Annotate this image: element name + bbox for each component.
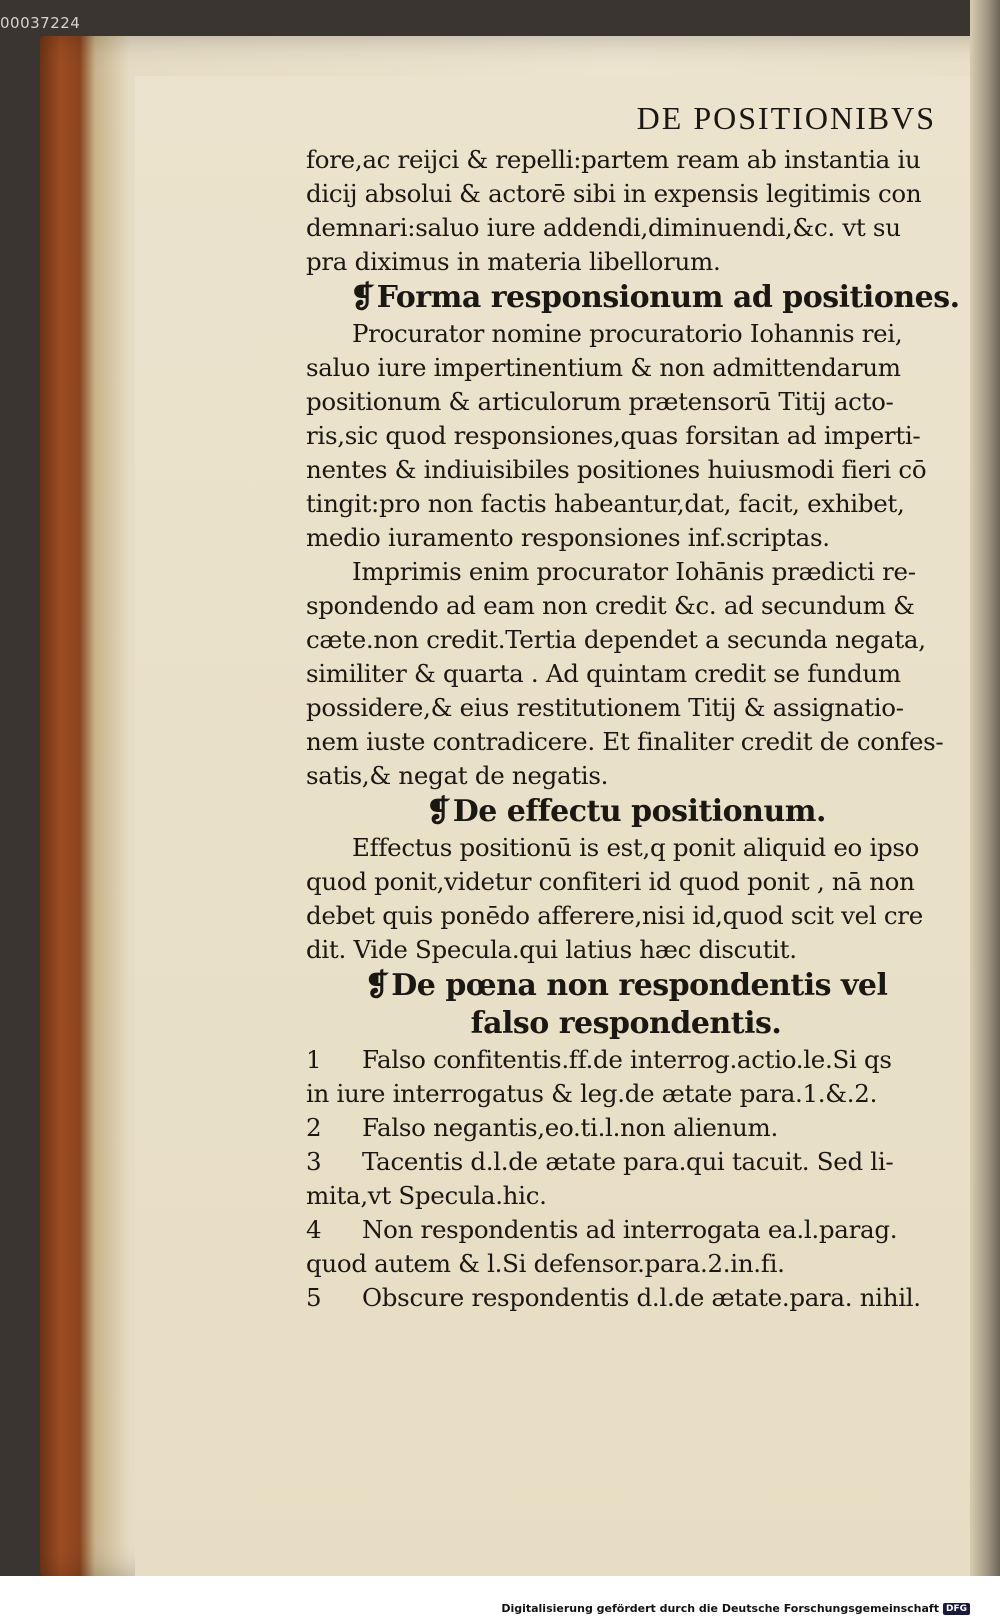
- text-line: possidere,& eius restitutionem Titij & assignatio-: [306, 693, 904, 722]
- list-number: 4: [306, 1215, 322, 1244]
- list-continuation: mita,vt Specula.hic.: [306, 1181, 547, 1210]
- footer-band: [0, 1576, 1000, 1622]
- page-edge: [970, 0, 1000, 1622]
- text-line: nem iuste contradicere. Et finaliter credit de confes-: [306, 727, 944, 756]
- text-line: saluo iure impertinentium & non admittendarum: [306, 353, 901, 382]
- list-text: Falso confitentis.ff.de interrog.actio.le.Si qs: [362, 1045, 892, 1074]
- text-line: dicij absolui & actorē sibi in expensis legitimis con: [306, 179, 922, 208]
- text-line: dit. Vide Specula.qui latius hæc discutit.: [306, 935, 797, 964]
- list-item: [306, 1111, 946, 1145]
- heading-text: De effectu positionum.: [452, 794, 826, 829]
- dfg-logo-icon: DFG: [943, 1603, 970, 1615]
- heading-text: Forma responsionum ad positiones.: [376, 280, 960, 315]
- text-line: positionum & articulorum prætensorū Titij acto-: [306, 387, 894, 416]
- list-text: Falso negantis,eo.ti.l.non alienum.: [362, 1113, 778, 1142]
- running-head: DE POSITIONIBVS: [636, 100, 936, 136]
- text-line: medio iuramento responsiones inf.scriptas.: [306, 523, 830, 552]
- pilcrow-icon: ❡: [364, 968, 390, 1003]
- list-number: 3: [306, 1147, 322, 1176]
- text-line: Imprimis enim procurator Iohānis prædicti re-: [352, 557, 916, 586]
- list-item: [306, 1281, 946, 1315]
- text-line: satis,& negat de negatis.: [306, 761, 609, 790]
- list-number: 1: [306, 1045, 322, 1074]
- text-line: ris,sic quod responsiones,quas forsitan ad imperti-: [306, 421, 921, 450]
- text-line: spondendo ad eam non credit &c. ad secundum &: [306, 591, 915, 620]
- list-text: Tacentis d.l.de ætate para.qui tacuit. Sed li-: [362, 1147, 894, 1176]
- text-line: quod ponit,videtur confiteri id quod ponit , nā non: [306, 867, 915, 896]
- text-line: demnari:saluo iure addendi,diminuendi,&c. vt su: [306, 213, 901, 242]
- scan-id-label: 00037224: [0, 14, 81, 32]
- list-item: [306, 1043, 946, 1077]
- text-line: similiter & quarta . Ad quintam credit se fundum: [306, 659, 901, 688]
- paragraph-2: [306, 317, 946, 555]
- list-item: [306, 1213, 946, 1247]
- pilcrow-icon: ❡: [426, 794, 451, 829]
- list-number: 2: [306, 1113, 322, 1142]
- list-continuation: in iure interrogatus & leg.de ætate para.1.&.2.: [306, 1079, 878, 1108]
- text-line: tingit:pro non factis habeantur,dat, facit, exhibet,: [306, 489, 905, 518]
- section-heading-2: [306, 793, 946, 831]
- list-item: [306, 1145, 946, 1179]
- numbered-list: [306, 1043, 946, 1315]
- funding-credit: [501, 1602, 970, 1615]
- heading-text: De pœna non respondentis vel: [391, 968, 888, 1003]
- text-line: cæte.non credit.Tertia dependet a secunda negata,: [306, 625, 926, 654]
- page-text: [306, 100, 960, 1315]
- paragraph-3: [306, 555, 946, 793]
- list-text: Non respondentis ad interrogata ea.l.parag.: [362, 1215, 898, 1244]
- list-continuation: quod autem & l.Si defensor.para.2.in.fi.: [306, 1249, 785, 1278]
- paragraph-1: [306, 143, 946, 279]
- text-line: fore,ac reijci & repelli:partem ream ab instantia iu: [306, 145, 921, 174]
- credit-text: Digitalisierung gefördert durch die Deutsche Forschungsgemeinschaft: [501, 1602, 939, 1615]
- section-heading-3: [306, 967, 946, 1005]
- section-heading-1: [306, 279, 960, 317]
- paragraph-4: [306, 831, 946, 967]
- list-text: Obscure respondentis d.l.de ætate.para. nihil.: [362, 1283, 921, 1312]
- text-line: Procurator nomine procuratorio Iohannis rei,: [352, 319, 903, 348]
- list-number: 5: [306, 1283, 322, 1312]
- text-line: debet quis ponēdo afferere,nisi id,quod scit vel cre: [306, 901, 923, 930]
- text-line: Effectus positionū is est,q ponit aliquid eo ipso: [352, 833, 920, 862]
- text-line: pra diximus in materia libellorum.: [306, 247, 721, 276]
- text-line: nentes & indiuisibiles positiones huiusmodi fieri cō: [306, 455, 927, 484]
- pilcrow-icon: ❡: [350, 280, 375, 315]
- section-heading-3-cont: falso respondentis.: [470, 1006, 782, 1041]
